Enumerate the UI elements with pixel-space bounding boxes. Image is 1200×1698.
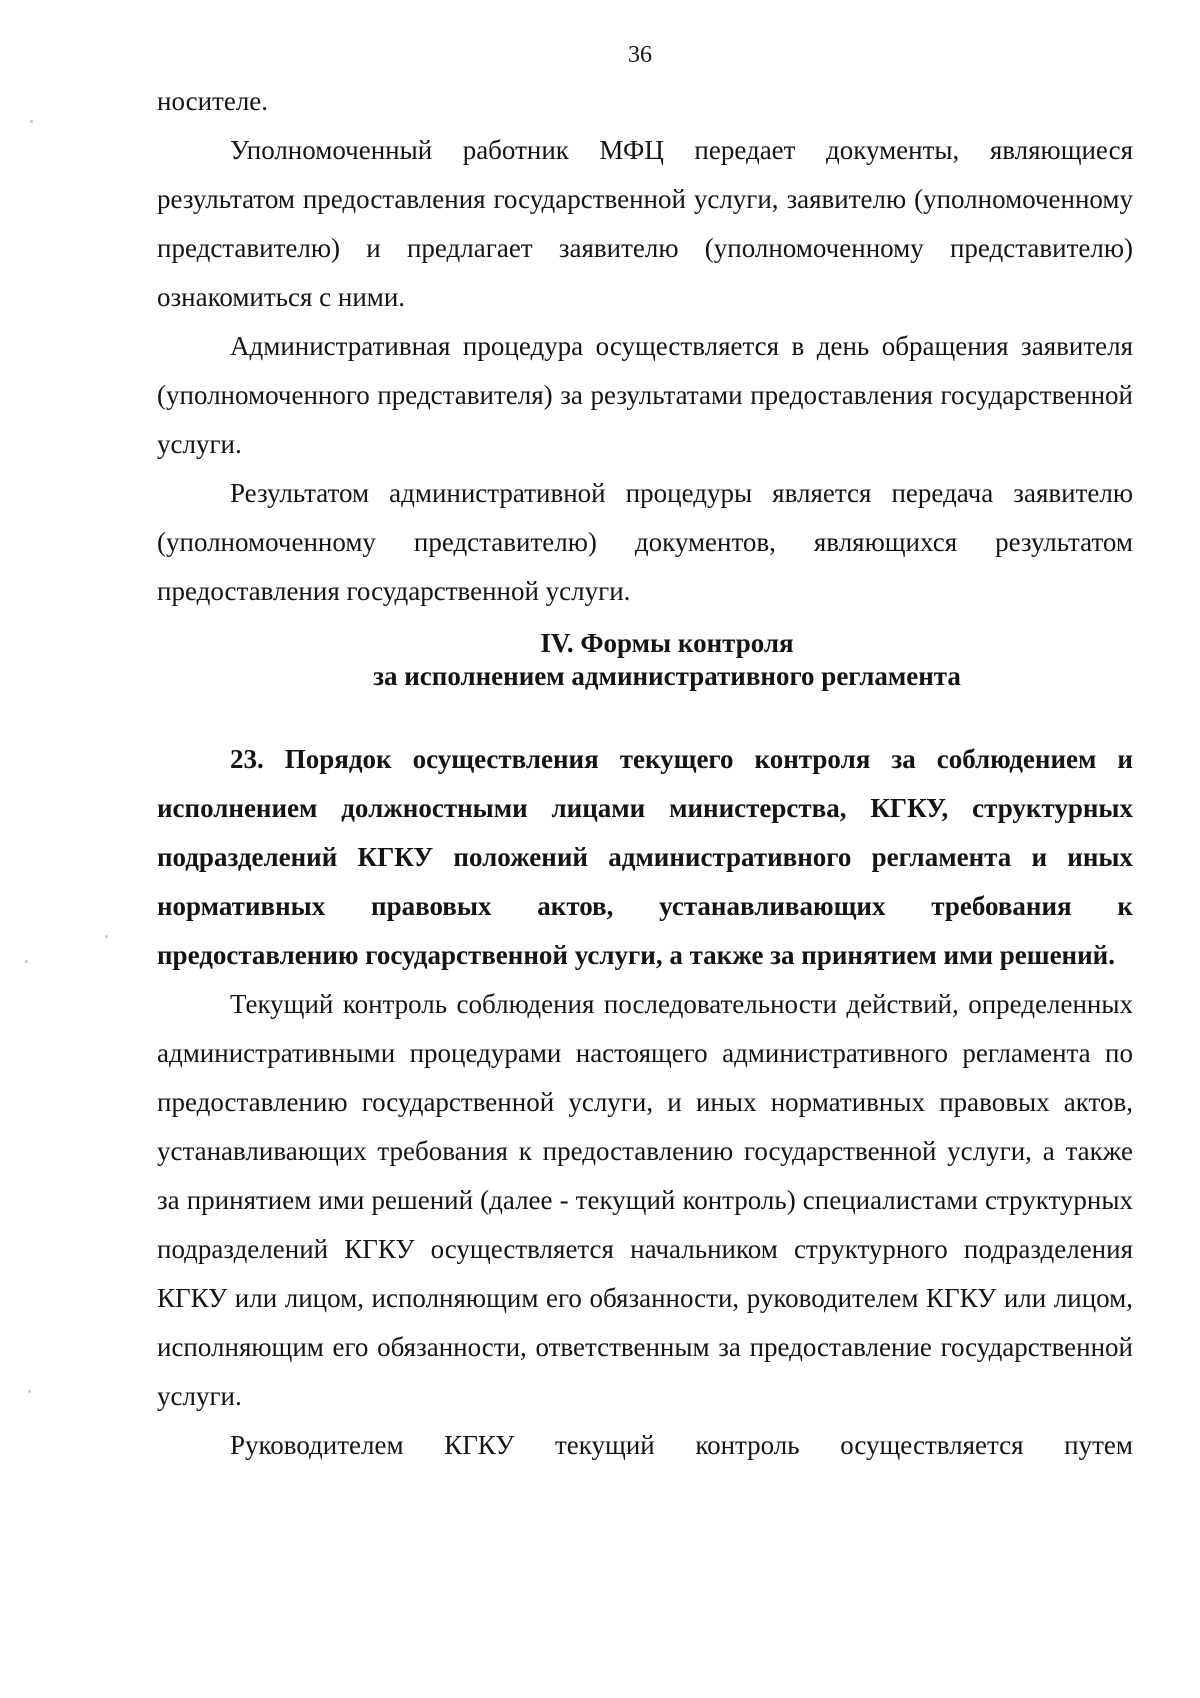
- scan-speck: [25, 960, 28, 963]
- section-title-line1: IV. Формы контроля: [540, 628, 794, 658]
- section-title-line2: за исполнением административного регламента: [373, 661, 961, 691]
- paragraph-continuation: носителе.: [157, 86, 269, 116]
- scan-speck: [105, 935, 108, 938]
- paragraph-procedure-day: Административная процедура осуществляется в день обращения заявителя (уполномоченного представителя) за результатами предоставления государственной услуги.: [157, 331, 1133, 459]
- page-number: 36: [628, 42, 652, 68]
- paragraph-procedure-result: Результатом административной процедуры является передача заявителю (уполномоченному представителю) документов, являющихся результатом предоставления государственной услуги.: [157, 478, 1133, 606]
- scan-speck: [30, 120, 33, 123]
- section-heading: [157, 627, 1177, 693]
- paragraph-director-control: Руководителем КГКУ текущий контроль осуществляется путем: [230, 1430, 1133, 1460]
- text-block-top: [157, 77, 1133, 616]
- paragraph-current-control: Текущий контроль соблюдения последовательности действий, определенных административными процедурами настоящего административного регламента по предоставлению государственной услуги, и иных нормативных правовых актов, устанавливающих требования к предоставлению государственной услуги, а также за принятием ими решений (далее - текущий контроль) специалистами структурных подразделений КГКУ осуществляется начальником структурного подразделения КГКУ или лицом, исполняющим его обязанности, руководителем КГКУ или лицом, исполняющим его обязанности, ответственным за предоставление государственной услуги.: [157, 989, 1133, 1411]
- paragraph-mfc-transfer: Уполномоченный работник МФЦ передает документы, являющиеся результатом предоставления государственной услуги, заявителю (уполномоченному представителю) и предлагает заявителю (уполномоченному представителю) ознакомиться с ними.: [157, 135, 1133, 312]
- scan-speck: [28, 1390, 31, 1393]
- subsection-23-heading: 23. Порядок осуществления текущего контроля за соблюдением и исполнением должностными лицами министерства, КГКУ, структурных подразделений КГКУ положений административного регламента и иных нормативных правовых актов, устанавливающих требования к предоставлению государственной услуги, а также за принятием ими решений.: [157, 744, 1133, 970]
- text-block-subsection-23: [157, 735, 1133, 1470]
